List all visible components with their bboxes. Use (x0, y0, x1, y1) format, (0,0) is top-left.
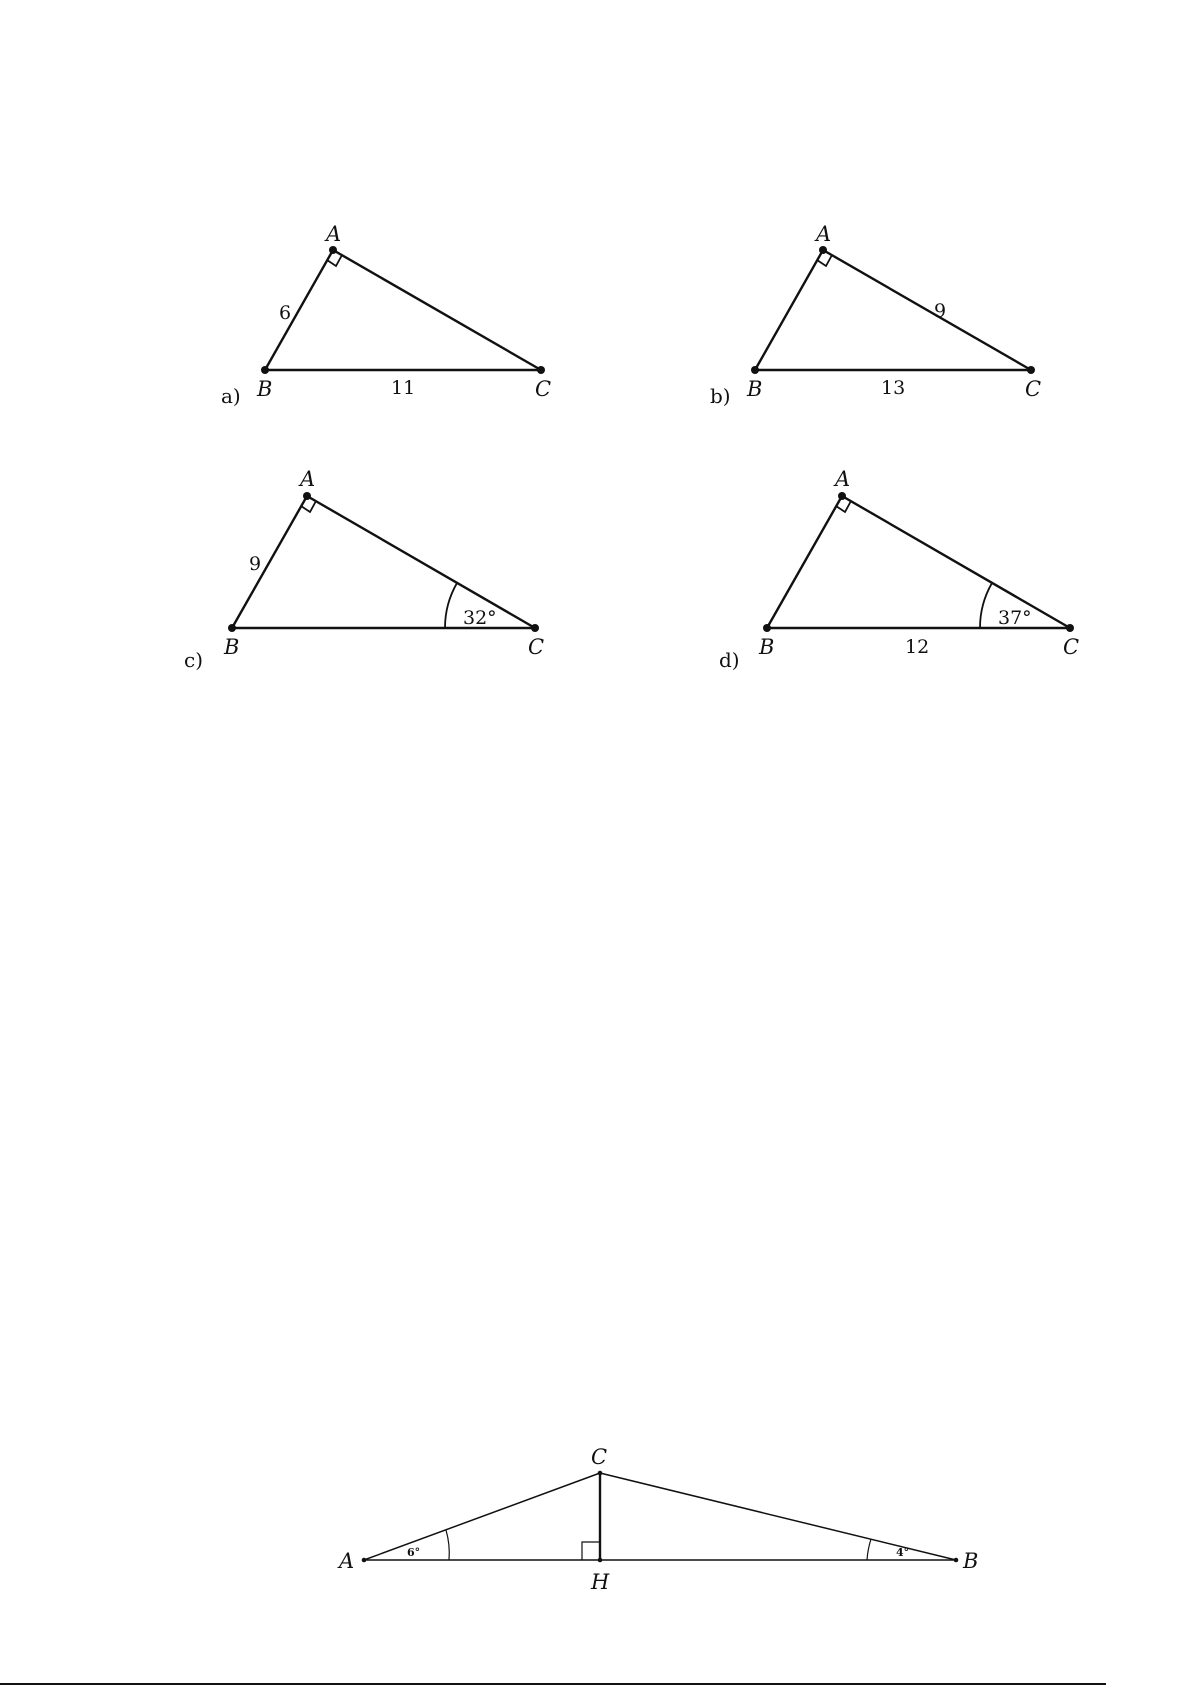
problem-a-label: a) (221, 384, 241, 408)
triangle-a-vertex-a-dot (329, 246, 337, 254)
triangle-b-vertex-a-label: A (816, 222, 832, 246)
bottom-angle-a-label: 6° (407, 1546, 421, 1559)
triangle-a-side-ab-label: 6 (279, 302, 292, 324)
triangle-c-vertex-b-label: B (224, 635, 240, 659)
bottom-vertex-b-label: B (963, 1549, 979, 1573)
triangle-c-side-ab (232, 496, 307, 628)
triangle-d-side-bc-label: 12 (905, 636, 930, 658)
triangle-d-vertex-c-label: C (1063, 635, 1080, 659)
bottom-vertex-c-dot (598, 1471, 603, 1476)
bottom-triangle-figure (337, 1445, 978, 1594)
triangle-a (221, 222, 551, 408)
triangle-c-vertex-c-dot (531, 624, 539, 632)
bottom-vertex-a-label: A (339, 1549, 355, 1573)
triangle-d-vertex-b-dot (763, 624, 771, 632)
triangle-b-vertex-b-label: B (747, 377, 763, 401)
triangle-c-angle-c-label: 32° (463, 607, 497, 629)
triangle-a-side-bc-label: 11 (391, 377, 416, 399)
triangle-c-vertex-b-dot (228, 624, 236, 632)
triangle-b-side-ac-label: 9 (934, 300, 947, 322)
bottom-angle-a-arc (446, 1530, 449, 1560)
triangle-d-side-ac (842, 496, 1070, 628)
bottom-vertex-c-label: C (591, 1445, 608, 1469)
triangle-b-vertex-a-dot (819, 246, 827, 254)
bottom-right-angle-mark-h (582, 1542, 600, 1560)
triangle-c-vertex-c-label: C (528, 635, 545, 659)
bottom-vertex-a-dot (362, 1558, 367, 1563)
problem-d-label: d) (719, 648, 740, 672)
triangle-b (710, 222, 1041, 408)
bottom-vertex-b-dot (954, 1558, 959, 1563)
triangle-a-vertex-c-dot (537, 366, 545, 374)
bottom-angle-b-label: 4° (896, 1546, 910, 1559)
triangle-d-side-ab (767, 496, 842, 628)
triangle-a-side-ac (333, 250, 541, 370)
triangle-c-vertex-a-dot (303, 492, 311, 500)
triangle-d (719, 467, 1079, 672)
triangle-c (184, 467, 544, 672)
triangle-a-side-ab (265, 250, 333, 370)
triangle-b-side-ab (755, 250, 823, 370)
triangle-b-side-ac (823, 250, 1031, 370)
triangle-a-vertex-c-label: C (535, 377, 552, 401)
triangle-c-side-ac (307, 496, 535, 628)
bottom-vertex-h-label: H (591, 1570, 610, 1594)
triangle-d-vertex-a-label: A (835, 467, 851, 491)
triangle-a-vertex-a-label: A (326, 222, 342, 246)
triangle-d-vertex-a-dot (838, 492, 846, 500)
triangle-a-vertex-b-dot (261, 366, 269, 374)
triangle-c-side-ab-label: 9 (249, 553, 262, 575)
triangle-b-side-bc-label: 13 (881, 377, 906, 399)
problem-c-label: c) (184, 648, 204, 672)
triangle-d-angle-c-label: 37° (998, 607, 1032, 629)
triangle-c-angle-c-arc (445, 583, 457, 628)
problem-b-label: b) (710, 384, 731, 408)
triangle-d-angle-c-arc (980, 583, 992, 628)
bottom-side-ac (364, 1473, 600, 1560)
triangle-d-vertex-c-dot (1066, 624, 1074, 632)
triangle-d-vertex-b-label: B (759, 635, 775, 659)
triangle-b-vertex-b-dot (751, 366, 759, 374)
bottom-vertex-h-dot (598, 1558, 603, 1563)
bottom-angle-b-arc (867, 1539, 871, 1560)
triangle-a-vertex-b-label: B (257, 377, 273, 401)
triangle-b-vertex-c-dot (1027, 366, 1035, 374)
triangle-c-vertex-a-label: A (300, 467, 316, 491)
triangle-b-vertex-c-label: C (1025, 377, 1042, 401)
